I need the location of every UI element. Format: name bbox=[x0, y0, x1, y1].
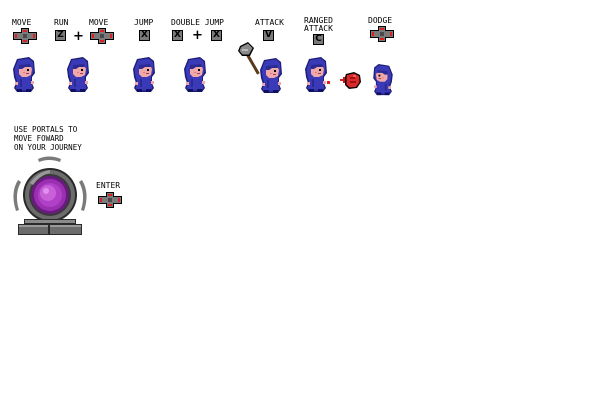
run-key-icon: Z bbox=[55, 30, 66, 41]
portal-instruction-line-1: USE PORTALS TO bbox=[14, 125, 78, 134]
portal-instruction-text bbox=[14, 125, 82, 152]
run-move-label: MOVE bbox=[89, 18, 109, 27]
plus-sign-double-jump: + bbox=[192, 28, 203, 43]
attack-key-icon: V bbox=[263, 30, 274, 41]
jump-label: JUMP bbox=[134, 18, 154, 27]
double-jump-label: DOUBLE JUMP bbox=[171, 18, 224, 27]
run-character-icon bbox=[65, 57, 91, 93]
dodge-character-icon bbox=[370, 64, 396, 96]
portal-instruction-line-2: MOVE FOWARD bbox=[14, 134, 64, 143]
move-label: MOVE bbox=[12, 18, 32, 27]
ranged-attack-label-line1: RANGED bbox=[304, 16, 333, 25]
jump-key-icon: X bbox=[139, 30, 150, 41]
enter-label: ENTER bbox=[96, 181, 121, 190]
axe-icon bbox=[238, 42, 260, 75]
double-jump-key-a-icon: X bbox=[172, 30, 183, 41]
attack-character-icon bbox=[238, 42, 288, 96]
jump-character-icon bbox=[131, 57, 157, 93]
attack-label: ATTACK bbox=[255, 18, 284, 27]
ranged-attack-label-line2: ATTACK bbox=[304, 24, 333, 33]
double-jump-key-b-icon: X bbox=[211, 30, 222, 41]
plus-sign-run: + bbox=[73, 29, 84, 44]
run-label: RUN bbox=[54, 18, 69, 27]
enter-dpad-icon bbox=[98, 192, 122, 208]
portal-icon bbox=[8, 155, 92, 239]
move-character-icon bbox=[11, 57, 37, 93]
double-jump-character-icon bbox=[182, 57, 208, 93]
fireball-icon bbox=[340, 72, 362, 90]
move-dpad-icon bbox=[13, 28, 37, 44]
ranged-attack-key-icon: C bbox=[313, 34, 324, 45]
run-move-dpad-icon bbox=[90, 28, 114, 44]
dodge-dpad-icon bbox=[370, 26, 394, 42]
dodge-label: DODGE bbox=[368, 16, 393, 25]
ranged-attack-character-icon bbox=[303, 57, 333, 93]
portal-instruction-line-3: ON YOUR JOURNEY bbox=[14, 143, 82, 152]
